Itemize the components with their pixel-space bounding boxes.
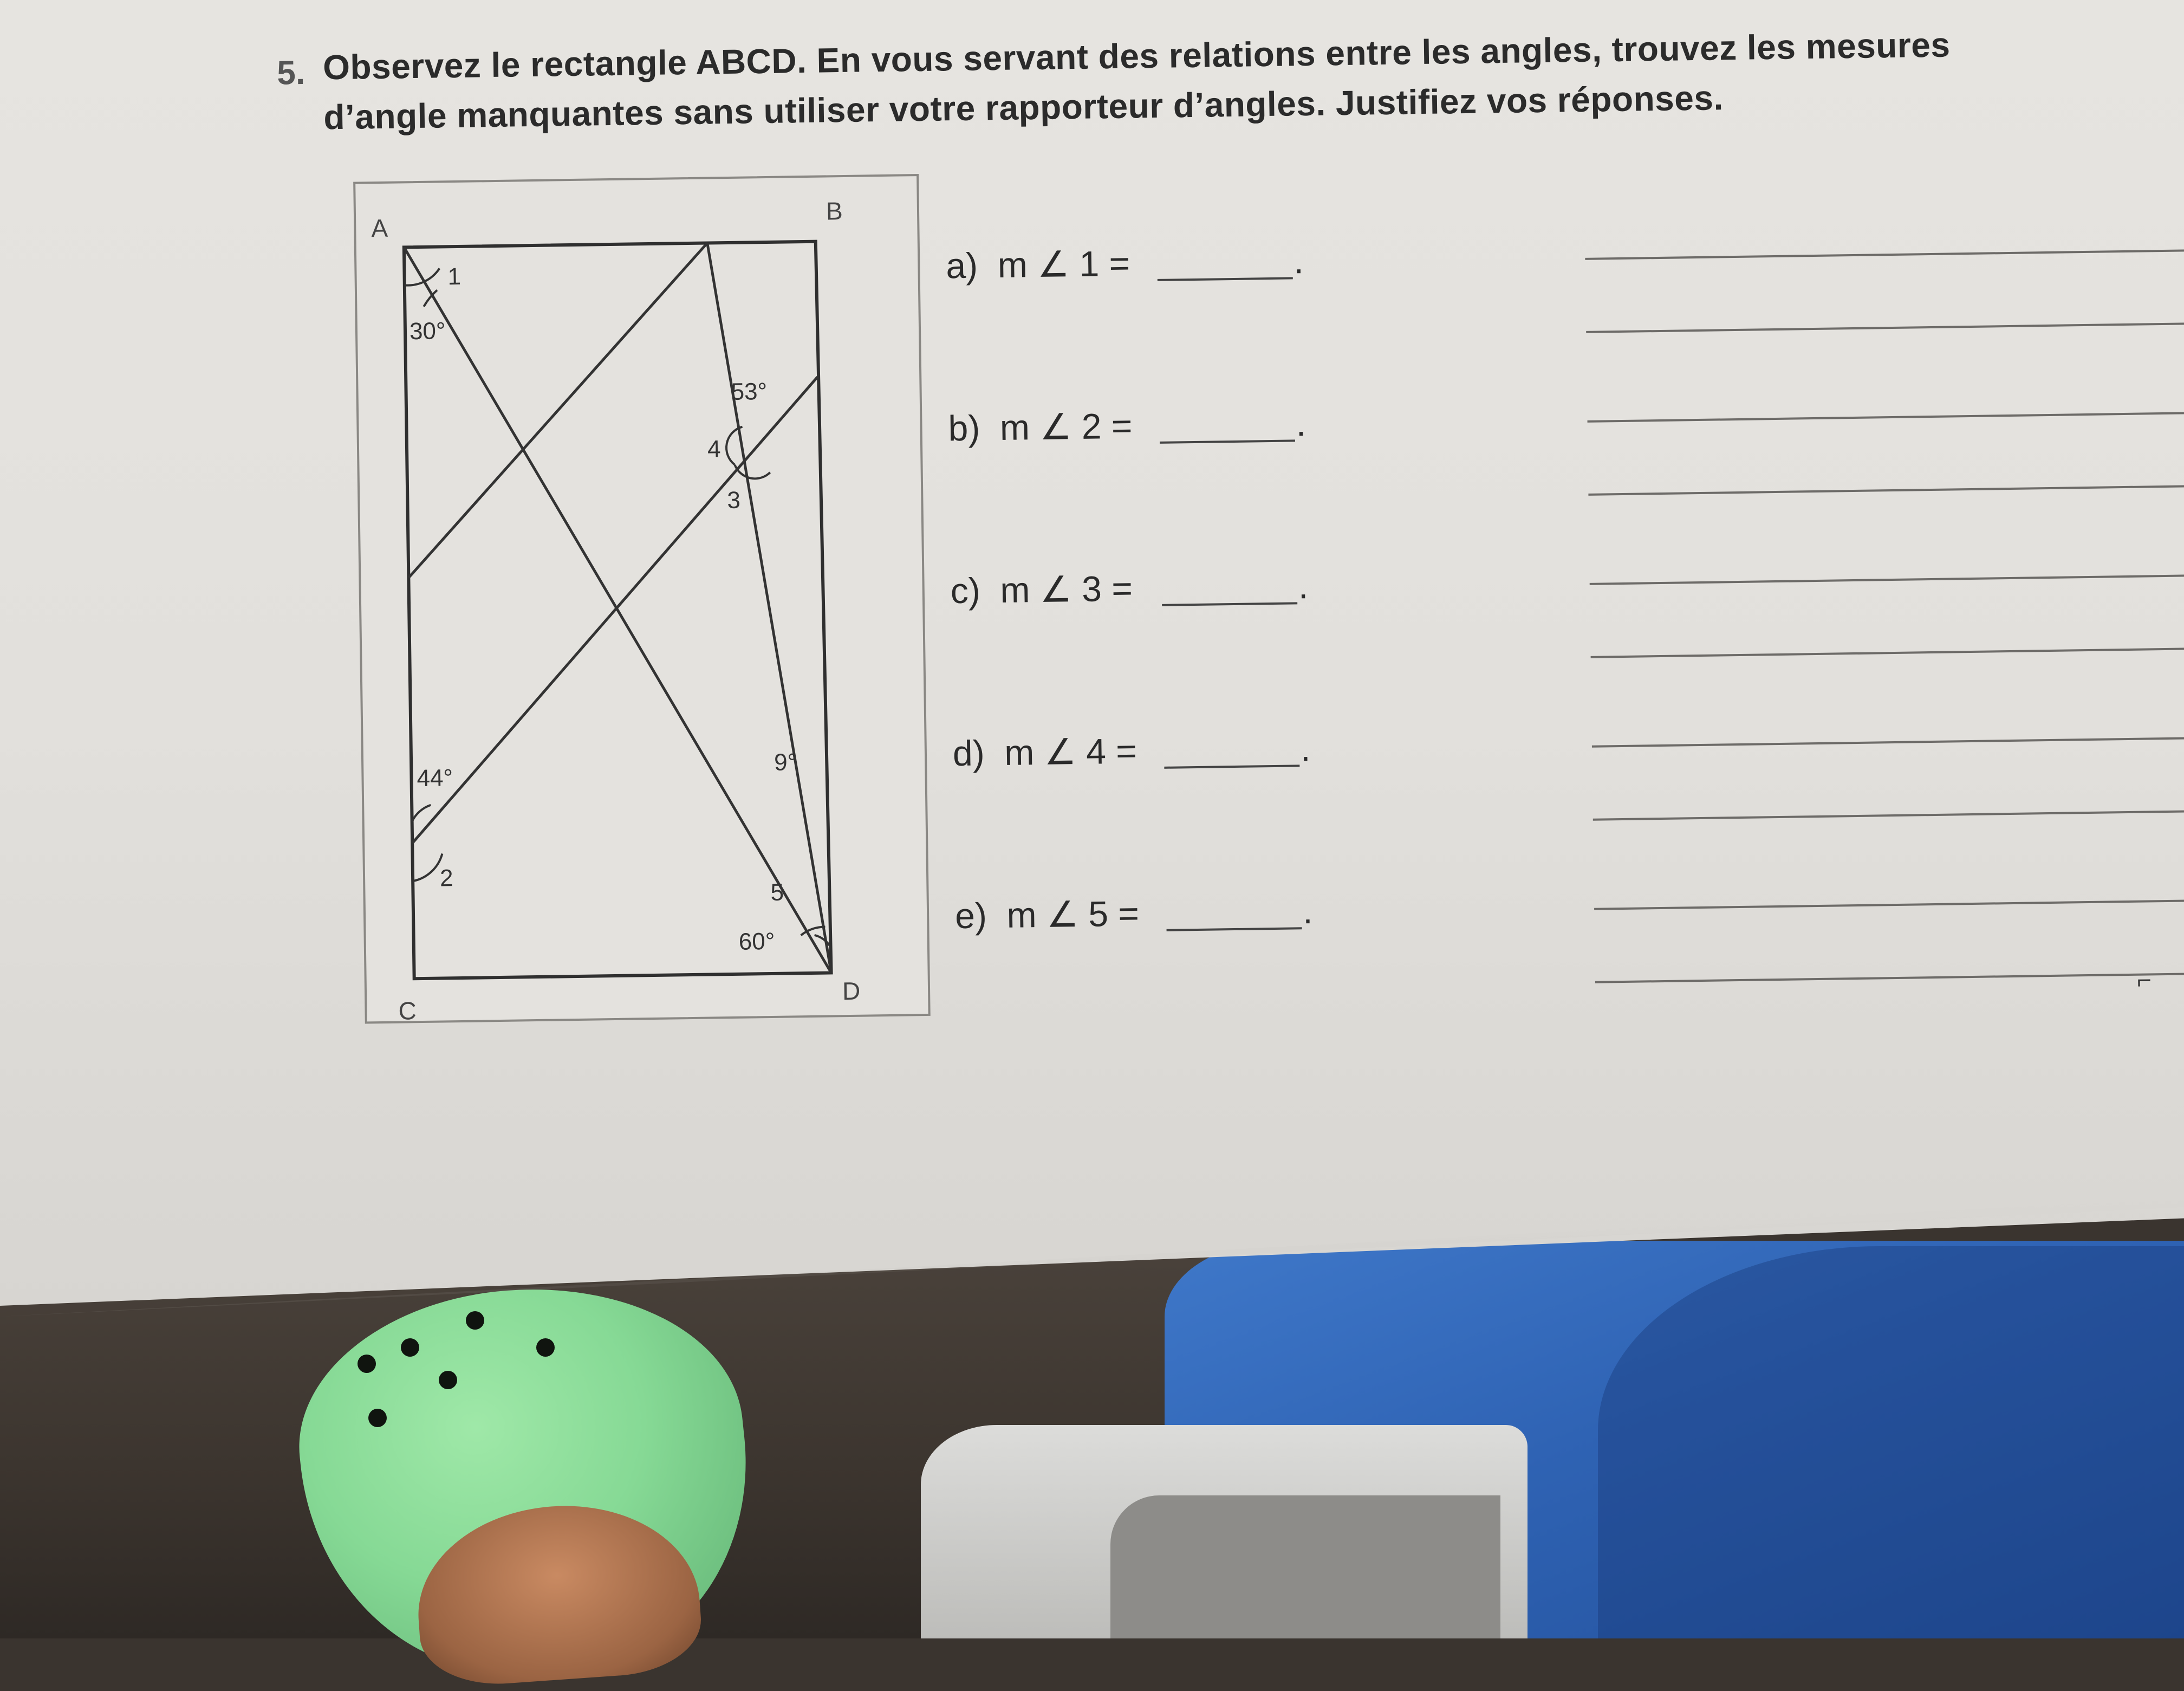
label-9deg: 9° (774, 749, 797, 776)
justification-line[interactable] (1591, 646, 2184, 658)
rectangle-figure (349, 170, 935, 1028)
answer-d-label: d) m ∠ 4 = (952, 730, 1138, 774)
answer-d-period: . (1300, 728, 1311, 769)
answer-d (952, 724, 1549, 781)
clog-hole (439, 1371, 457, 1389)
label-44deg: 44° (417, 764, 453, 792)
label-angle-5: 5 (770, 879, 784, 906)
clog-hole (368, 1409, 387, 1427)
answer-c (950, 562, 1546, 619)
justification-line[interactable] (1588, 411, 2184, 422)
justification-line[interactable] (1595, 971, 2184, 983)
answer-c-period: . (1298, 566, 1309, 606)
answer-e-label: e) m ∠ 5 = (954, 893, 1140, 936)
clog-hole (401, 1338, 419, 1357)
label-angle-1: 1 (447, 263, 461, 290)
answer-e-blank[interactable] (1167, 927, 1302, 931)
justification-line[interactable] (1585, 248, 2184, 260)
answer-a (946, 237, 1542, 294)
vertex-d: D (842, 976, 861, 1006)
answer-c-label: c) m ∠ 3 = (950, 568, 1133, 611)
clog-hole (536, 1338, 555, 1357)
answer-a-period: . (1293, 241, 1304, 281)
question-number: 5. (276, 54, 306, 92)
label-53deg: 53° (731, 378, 768, 405)
answer-e-period: . (1302, 891, 1313, 931)
label-angle-2: 2 (439, 865, 453, 892)
label-angle-3: 3 (727, 487, 741, 514)
answer-e (955, 887, 1551, 944)
figure-frame (354, 175, 929, 1022)
answer-d-blank[interactable] (1164, 764, 1299, 768)
page-mark: ⌐ (2136, 966, 2152, 994)
answer-a-label: a) m ∠ 1 = (945, 243, 1130, 286)
label-60deg: 60° (738, 928, 775, 955)
answer-b (948, 399, 1544, 456)
answer-b-label: b) m ∠ 2 = (948, 405, 1133, 449)
figure-svg (349, 170, 935, 1028)
vertex-b: B (826, 197, 843, 225)
question-text: Observez le rectangle ABCD. En vous servant des relations entre les angles, trouvez les mesures d’angle manquantes sans utiliser votre rapporteur d’angles. Justifiez vos réponses. (322, 25, 1951, 137)
justification-line[interactable] (1586, 321, 2184, 333)
justification-line[interactable] (1588, 484, 2184, 495)
label-30deg: 30° (409, 318, 446, 345)
white-object-shadow (1110, 1495, 1500, 1638)
answer-section (946, 229, 2148, 1004)
answer-c-blank[interactable] (1162, 602, 1297, 606)
justification-line[interactable] (1590, 573, 2184, 585)
vertex-c: C (398, 996, 417, 1025)
answer-b-period: . (1296, 403, 1306, 444)
justification-line[interactable] (1593, 809, 2184, 820)
justification-line[interactable] (1592, 736, 2184, 747)
label-angle-4: 4 (707, 436, 721, 463)
justification-line[interactable] (1594, 898, 2184, 910)
exercise-5 (260, 0, 2170, 1051)
clog-hole (358, 1355, 376, 1373)
answer-b-blank[interactable] (1160, 439, 1295, 443)
clog-hole (466, 1311, 484, 1330)
vertex-a: A (370, 213, 388, 243)
answer-a-blank[interactable] (1158, 277, 1293, 281)
blue-chair-shadow (1598, 1246, 2184, 1638)
